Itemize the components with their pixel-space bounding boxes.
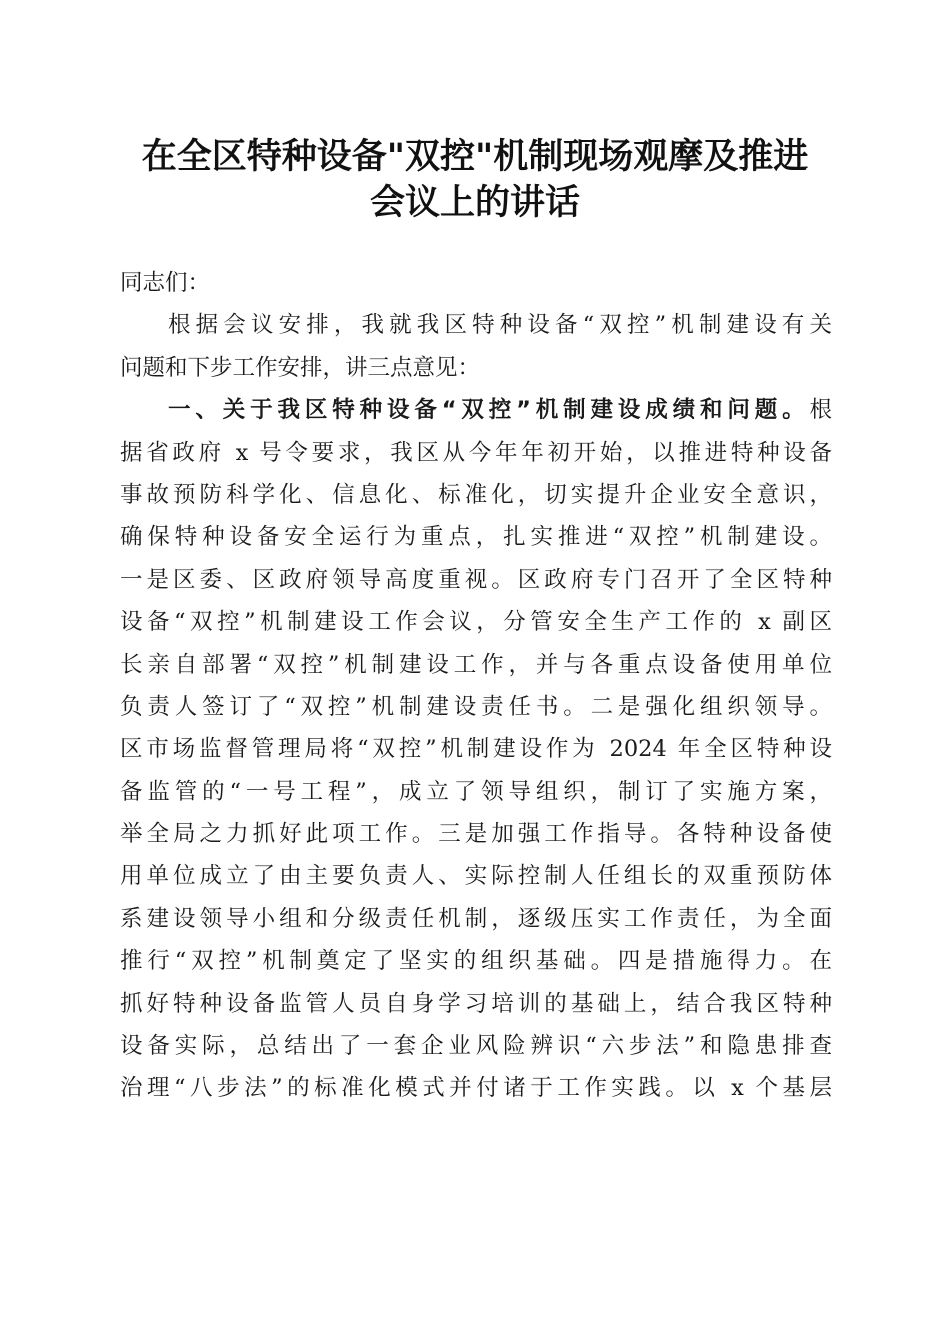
- intro-line-1: 根据会议安排，我就我区特种设备“双控”机制建设有关: [168, 312, 832, 339]
- section1-line: 长亲自部署“双控”机制建设工作，并与各重点设备使用单位: [120, 651, 832, 678]
- section1-line: 设备实际，总结出了一套企业风险辨识“六步法”和隐患排查: [120, 1033, 832, 1060]
- intro-line-2: 问题和下步工作安排，讲三点意见：: [120, 354, 481, 381]
- salutation: 同志们：: [120, 270, 211, 296]
- section1-line: 抓好特种设备监管人员自身学习培训的基础上，结合我区特种: [120, 990, 832, 1017]
- section1-line: 用单位成立了由主要负责人、实际控制人任组长的双重预防体: [120, 863, 832, 890]
- section1-line: 治理“八步法”的标准化模式并付诸于工作实践。以 x 个基层: [120, 1075, 832, 1102]
- section1-line: 备监管的“一号工程”，成立了领导组织，制订了实施方案，: [120, 778, 832, 805]
- section1-line: 推行“双控”机制奠定了坚实的组织基础。四是措施得力。在: [120, 948, 832, 975]
- section1-line: 事故预防科学化、信息化、标准化，切实提升企业安全意识，: [120, 481, 832, 508]
- section1-line: 系建设领导小组和分级责任机制，逐级压实工作责任，为全面: [120, 905, 832, 932]
- document-title: [100, 134, 850, 226]
- section1-line: 据省政府 x 号令要求，我区从今年年初开始，以推进特种设备: [120, 439, 832, 466]
- section1-line: 设备“双控”机制建设工作会议，分管安全生产工作的 x 副区: [120, 609, 832, 636]
- section1-line: 负责人签订了“双控”机制建设责任书。二是强化组织领导。: [120, 693, 832, 720]
- title-line-1: 在全区特种设备"双控"机制现场观摩及推进: [141, 136, 809, 177]
- title-line-2: 会议上的讲话: [369, 182, 580, 223]
- section1-line: 一是区委、区政府领导高度重视。区政府专门召开了全区特种: [120, 566, 832, 593]
- section1-heading: 一、关于我区特种设备“双控”机制建设成绩和问题。: [168, 397, 810, 424]
- section1-first-line: [120, 389, 832, 431]
- section1-line: 区市场监督管理局将“双控”机制建设作为 2024 年全区特种设: [120, 736, 832, 763]
- section1-line: 确保特种设备安全运行为重点，扎实推进“双控”机制建设。: [120, 524, 832, 551]
- document-body: [120, 262, 832, 1110]
- section1-line: 举全局之力抓好此项工作。三是加强工作指导。各特种设备使: [120, 821, 832, 848]
- section1-first-tail: 根: [809, 397, 832, 424]
